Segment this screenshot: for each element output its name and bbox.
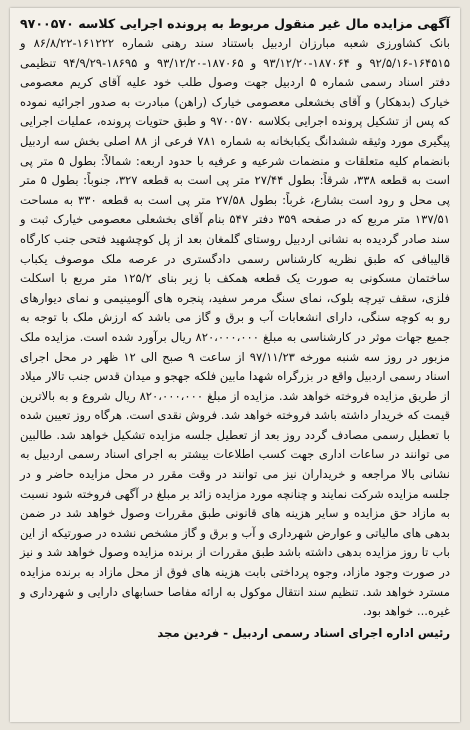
notice-title: آگهی مزایده مال غیر منقول مربوط به پرونده اجرایی کلاسه ۹۷۰۰۵۷۰ <box>20 16 450 31</box>
signature-line: رئیس اداره اجرای اسناد رسمی اردبیل - فردین مجد <box>157 625 450 640</box>
notice-body <box>20 34 450 622</box>
newspaper-clipping <box>10 8 460 722</box>
notice-signature <box>20 624 450 642</box>
notice-paragraph: بانک کشاورزی شعبه مبارزان اردبیل باستناد سند رهنی شماره ۱۶۱۲۲۲-۸۶/۸/۲۲ و ۱۶۴۵۱۵-۹۲/۵/۱۶ و ۱۸۷۰۶۴-۹۳/۱۲/۲۰ و ۱۸۷۰۶۵-۹۳/۱۲/۲۰ و ۱۸۶۹۵-۹۴/۹/۲۹ تنظیمی دفتر اسناد رسمی شماره ۵ اردبیل جهت وصول طلب خود علیه آقای کریم معصومی خیارک (بدهکار) و آقای بخشعلی معصومی خیارک (راهن) مبادرت به صدور اجرائیه نموده که پس از تشکیل پرونده اجرایی بکلاسه ۹۷۰۰۵۷۰ و طبق حتویات پرونده، عملیات اجرایی پیگیری مورد وثیقه ششدانگ یکبابخانه به شماره ۷۸۱ فرعی از ۸۸ اصلی بخش سه اردبیل بانضمام کلیه متعلقات و منضمات شرعیه و عرفیه با حدود اربعه: شمالاً: بطول ۵ متر پی است به قطعه ۳۳۸، شرقاً: بطول ۲۷/۴۴ متر پی است به قطعه ۳۲۷، جنوباً: بطول ۵ متر پی محل و رود است بشارع، غرباً: بطول ۲۷/۵۸ متر پی است به قطعه ۳۳۰ به مساحت ۱۳۷/۵۱ متر مربع که در صفحه ۳۵۹ دفتر ۵۴۷ بنام آقای بخشعلی معصومی خیارک ثبت و سند صادر گردیده به نشانی اردبیل روستای گلمغان بعد از پل کوچشهید فتحی جنب کارگاه قالیبافی که طبق نظریه کارشناس رسمی دادگستری در عرصه ملک موصوف یکباب ساختمان مسکونی به صورت یک قطعه همکف با زیر بنای ۱۲۵/۲ متر مربع با اسکلت فلزی، سقف تیرچه بلوک، نمای سنگ مرمر سفید، پنجره های آلومینیمی و نمای دیوارهای رو به کوچه سنگی، دارای انشعابات آب و برق و گاز می باشد که ارزش ملک با توجه به جمیع جهات موثر در کارشناسی به مبلغ ۸۲۰،۰۰۰،۰۰۰ ریال برآورد شده است. مزایده ملک مزبور در روز سه شنبه مورخه ۹۷/۱۱/۲۳ از ساعت ۹ صبح الی ۱۲ ظهر در محل اجرای اسناد رسمی اردبیل واقع در بزرگراه شهدا مابین فلکه جهجو و میدان قدس جنب تالار میلاد از طریق مزایده فروخته خواهد شد. مزایده از مبلغ ۸۲۰،۰۰۰،۰۰۰ ریال شروع و به بالاترین قیمت که خریدار داشته باشد فروخته خواهد شد. فروش نقدی است. هرگاه روز تعیین شده با تعطیل رسمی مصادف گردد روز بعد از تعطیل جلسه مزایده تشکیل خواهد شد. طالبین می توانند در ساعات اداری جهت کسب اطلاعات بیشتر به اجرای اسناد رسمی اردبیل به نشانی بالا مراجعه و خریداران نیز می توانند در وقت مقرر در محل مزایده حاضر و در جلسه مزایده شرکت نمایند و چنانچه مورد مزایده زائد بر مبلغ در آگهی فروخته شود نسبت به مازاد حق مزایده و سایر هزینه های قانونی طبق مقررات وصول خواهد شد در ضمن بدهی های مالیاتی و عوارض شهرداری و آب و برق و گاز مشخص نشده در صورتیکه از این باب تا روز مزایده بدهی داشته باشد طبق مقررات از برنده مزایده وصول خواهد شد و نیز در صورت وجود مازاد، وجوه پرداختی بابت هزینه های فوق از محل مازاد به برنده مزایده مسترد خواهد شد. تنظیم سند انتقال موکول به ارائه مفاصا حسابهای دارایی و شهرداری و غیره... خواهد بود. <box>20 36 451 619</box>
